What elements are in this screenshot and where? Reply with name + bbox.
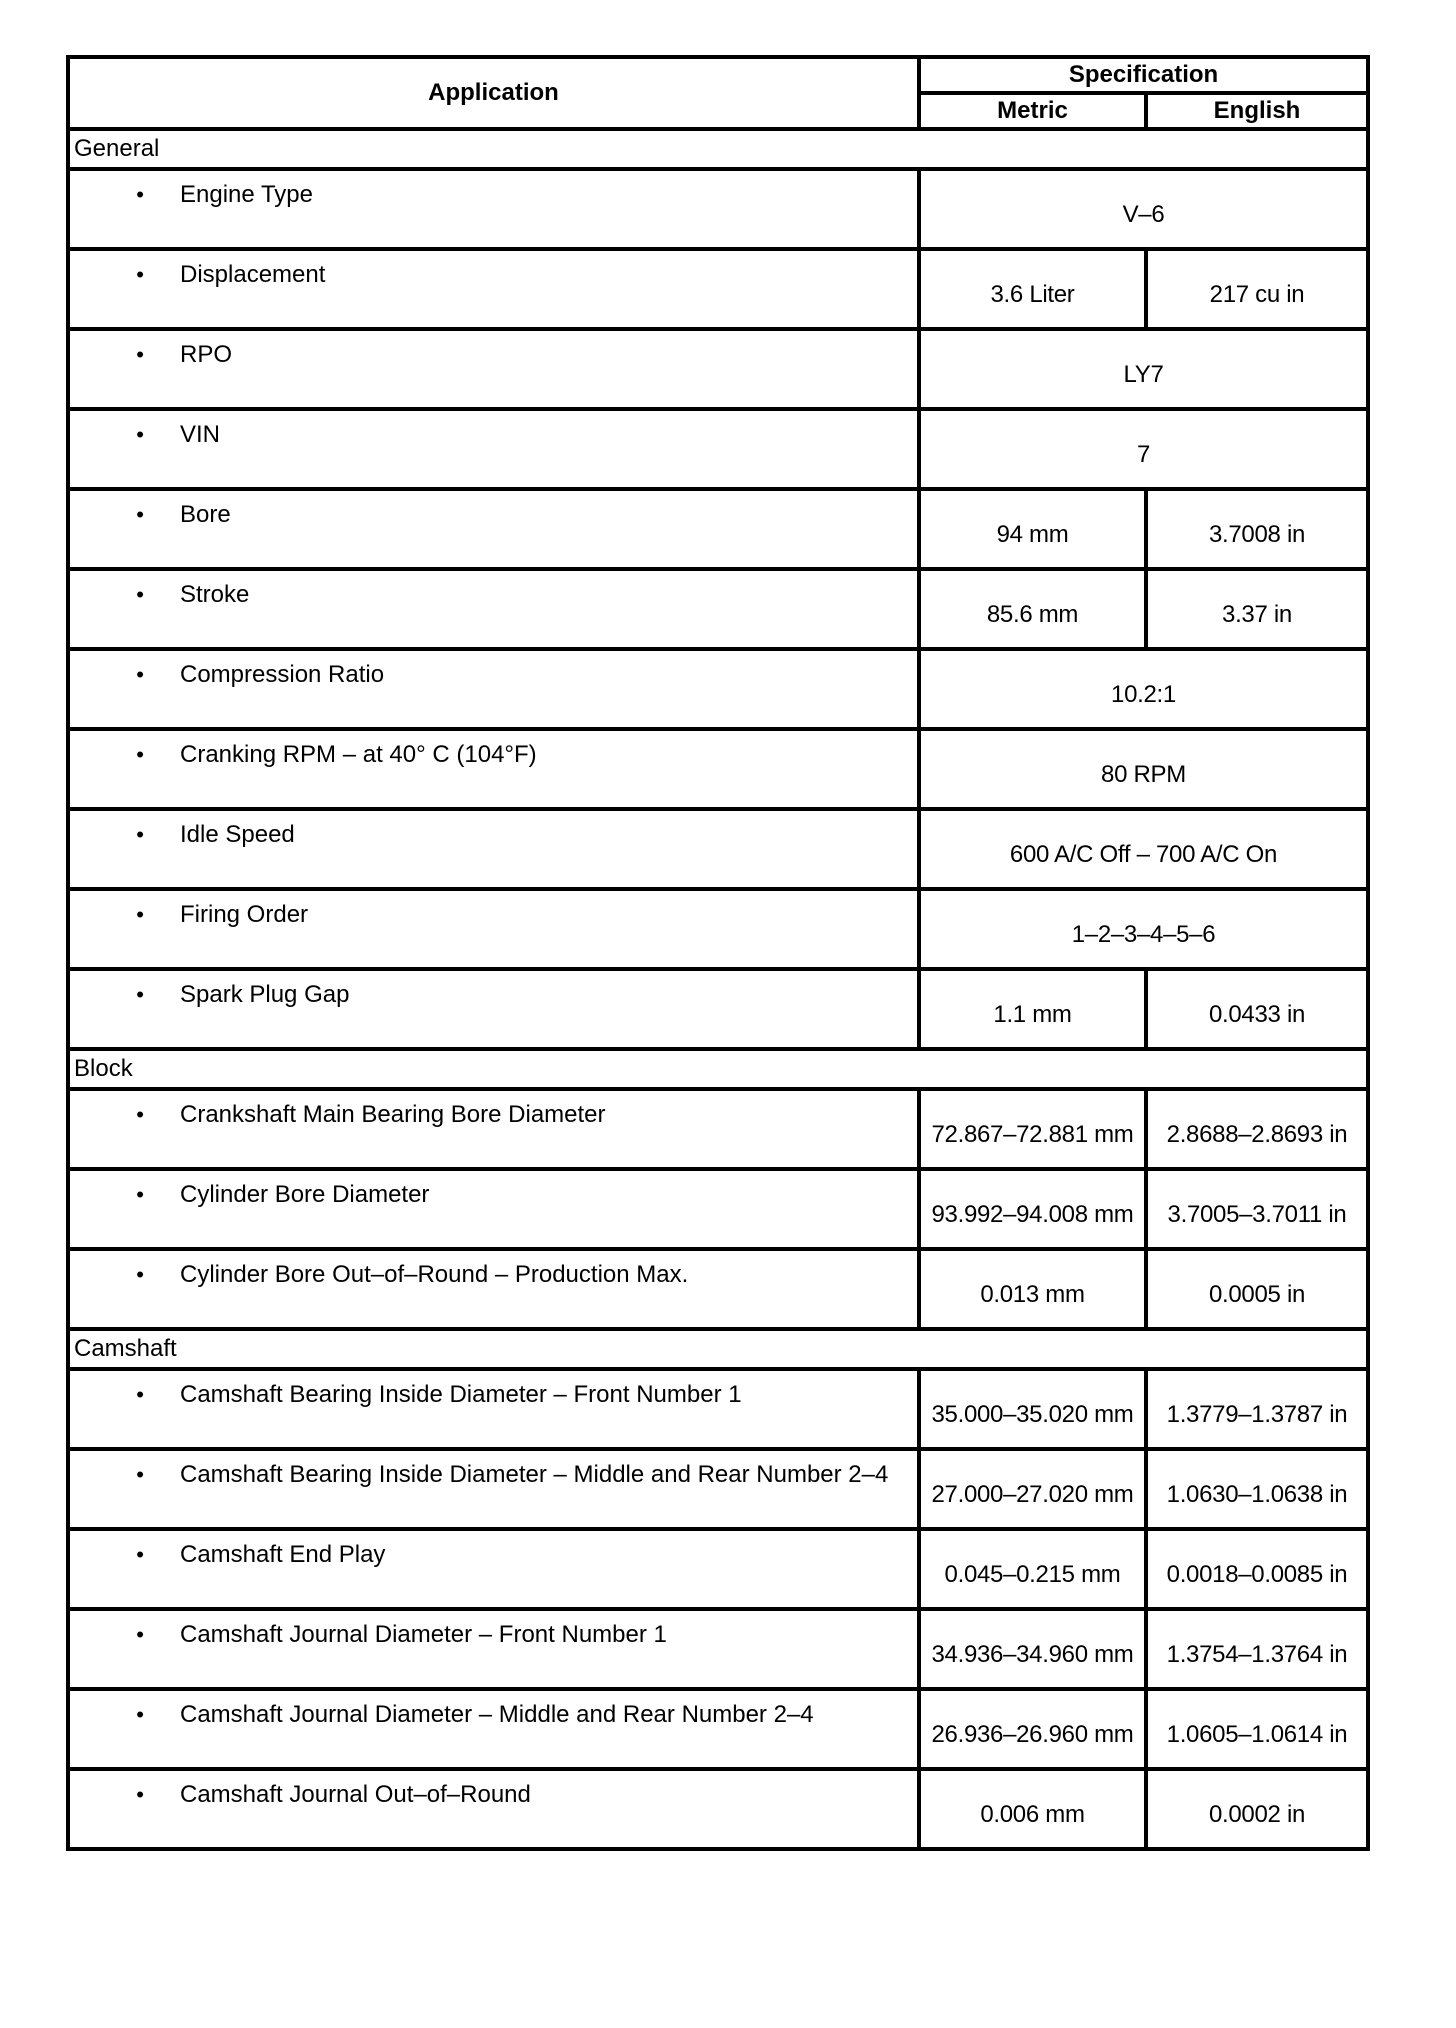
application-label: VIN: [180, 421, 221, 448]
application-label: Camshaft Bearing Inside Diameter – Front Number 1: [180, 1381, 742, 1408]
table-row: [68, 809, 1368, 889]
application-cell: [68, 729, 919, 809]
application-label: Camshaft Journal Out–of–Round: [180, 1781, 531, 1808]
application-cell: [68, 1689, 919, 1769]
spec-value: V–6: [919, 169, 1368, 249]
table-row: [68, 1169, 1368, 1249]
english-value: 0.0018–0.0085 in: [1146, 1529, 1368, 1609]
table-row: [68, 1689, 1368, 1769]
table-row: [68, 249, 1368, 329]
application-label: Displacement: [180, 261, 326, 288]
application-cell: [68, 1609, 919, 1689]
bullet-icon: •: [136, 662, 144, 687]
application-cell: [68, 329, 919, 409]
section-title: Camshaft: [68, 1329, 1368, 1369]
metric-value: 93.992–94.008 mm: [919, 1169, 1146, 1249]
application-label: Crankshaft Main Bearing Bore Diameter: [180, 1101, 606, 1128]
specification-body: [68, 129, 1368, 1849]
application-label: Camshaft Journal Diameter – Middle and Rear Number 2–4: [180, 1701, 814, 1728]
metric-value: 0.045–0.215 mm: [919, 1529, 1146, 1609]
bullet-icon: •: [136, 342, 144, 367]
table-row: [68, 169, 1368, 249]
spec-value: 80 RPM: [919, 729, 1368, 809]
spec-value: 10.2:1: [919, 649, 1368, 729]
section-row: [68, 1049, 1368, 1089]
table-row: [68, 729, 1368, 809]
bullet-icon: •: [136, 422, 144, 447]
english-value: 3.7005–3.7011 in: [1146, 1169, 1368, 1249]
application-cell: [68, 249, 919, 329]
metric-value: 3.6 Liter: [919, 249, 1146, 329]
application-label: Bore: [180, 501, 231, 528]
application-cell: [68, 489, 919, 569]
application-label: Firing Order: [180, 901, 309, 928]
bullet-icon: •: [136, 182, 144, 207]
table-row: [68, 1609, 1368, 1689]
application-label: Cylinder Bore Out–of–Round – Production Max.: [180, 1261, 689, 1288]
bullet-icon: •: [136, 1782, 144, 1807]
bullet-icon: •: [136, 822, 144, 847]
metric-value: 0.013 mm: [919, 1249, 1146, 1329]
section-row: [68, 1329, 1368, 1369]
bullet-icon: •: [136, 1462, 144, 1487]
application-cell: [68, 1449, 919, 1529]
metric-value: 72.867–72.881 mm: [919, 1089, 1146, 1169]
spec-value: 1–2–3–4–5–6: [919, 889, 1368, 969]
section-title: Block: [68, 1049, 1368, 1089]
english-value: 1.3779–1.3787 in: [1146, 1369, 1368, 1449]
english-value: 3.7008 in: [1146, 489, 1368, 569]
application-label: Compression Ratio: [180, 661, 385, 688]
english-value: 1.0605–1.0614 in: [1146, 1689, 1368, 1769]
table-row: [68, 1369, 1368, 1449]
metric-value: 94 mm: [919, 489, 1146, 569]
section-title: General: [68, 129, 1368, 169]
application-cell: [68, 569, 919, 649]
bullet-icon: •: [136, 1262, 144, 1287]
application-label: Engine Type: [180, 181, 313, 208]
application-cell: [68, 809, 919, 889]
application-cell: [68, 1529, 919, 1609]
table-row: [68, 1089, 1368, 1169]
english-header: English: [1146, 93, 1368, 129]
application-cell: [68, 649, 919, 729]
bullet-icon: •: [136, 1182, 144, 1207]
application-cell: [68, 1249, 919, 1329]
bullet-icon: •: [136, 1102, 144, 1127]
bullet-icon: •: [136, 1382, 144, 1407]
bullet-icon: •: [136, 1622, 144, 1647]
english-value: 2.8688–2.8693 in: [1146, 1089, 1368, 1169]
metric-value: 27.000–27.020 mm: [919, 1449, 1146, 1529]
spec-value: 7: [919, 409, 1368, 489]
application-cell: [68, 1769, 919, 1849]
metric-value: 85.6 mm: [919, 569, 1146, 649]
application-label: Cylinder Bore Diameter: [180, 1181, 430, 1208]
specification-header: Specification: [919, 57, 1368, 93]
metric-value: 0.006 mm: [919, 1769, 1146, 1849]
english-value: 0.0005 in: [1146, 1249, 1368, 1329]
bullet-icon: •: [136, 502, 144, 527]
application-label: Camshaft End Play: [180, 1541, 386, 1568]
english-value: 3.37 in: [1146, 569, 1368, 649]
table-row: [68, 649, 1368, 729]
application-cell: [68, 1169, 919, 1249]
bullet-icon: •: [136, 742, 144, 767]
english-value: 0.0433 in: [1146, 969, 1368, 1049]
metric-header: Metric: [919, 93, 1146, 129]
bullet-icon: •: [136, 902, 144, 927]
application-cell: [68, 1089, 919, 1169]
application-cell: [68, 889, 919, 969]
english-value: 0.0002 in: [1146, 1769, 1368, 1849]
spec-value: 600 A/C Off – 700 A/C On: [919, 809, 1368, 889]
table-row: [68, 569, 1368, 649]
application-header: Application: [68, 57, 919, 129]
application-label: Stroke: [180, 581, 250, 608]
application-cell: [68, 169, 919, 249]
metric-value: 35.000–35.020 mm: [919, 1369, 1146, 1449]
table-row: [68, 1249, 1368, 1329]
table-row: [68, 1529, 1368, 1609]
application-label: Camshaft Bearing Inside Diameter – Middle and Rear Number 2–4: [180, 1461, 889, 1488]
specification-table: [66, 55, 1370, 1851]
table-row: [68, 409, 1368, 489]
bullet-icon: •: [136, 582, 144, 607]
english-value: 1.0630–1.0638 in: [1146, 1449, 1368, 1529]
application-label: Camshaft Journal Diameter – Front Number 1: [180, 1621, 667, 1648]
metric-value: 1.1 mm: [919, 969, 1146, 1049]
application-label: Spark Plug Gap: [180, 981, 350, 1008]
bullet-icon: •: [136, 982, 144, 1007]
application-cell: [68, 409, 919, 489]
bullet-icon: •: [136, 262, 144, 287]
bullet-icon: •: [136, 1702, 144, 1727]
english-value: 1.3754–1.3764 in: [1146, 1609, 1368, 1689]
table-row: [68, 889, 1368, 969]
section-row: [68, 129, 1368, 169]
application-label: Idle Speed: [180, 821, 295, 848]
metric-value: 34.936–34.960 mm: [919, 1609, 1146, 1689]
table-row: [68, 969, 1368, 1049]
table-row: [68, 1769, 1368, 1849]
table-row: [68, 1449, 1368, 1529]
table-row: [68, 489, 1368, 569]
application-cell: [68, 969, 919, 1049]
metric-value: 26.936–26.960 mm: [919, 1689, 1146, 1769]
english-value: 217 cu in: [1146, 249, 1368, 329]
application-label: Cranking RPM – at 40° C (104°F): [180, 741, 537, 768]
bullet-icon: •: [136, 1542, 144, 1567]
application-cell: [68, 1369, 919, 1449]
application-label: RPO: [180, 341, 233, 368]
spec-value: LY7: [919, 329, 1368, 409]
table-row: [68, 329, 1368, 409]
